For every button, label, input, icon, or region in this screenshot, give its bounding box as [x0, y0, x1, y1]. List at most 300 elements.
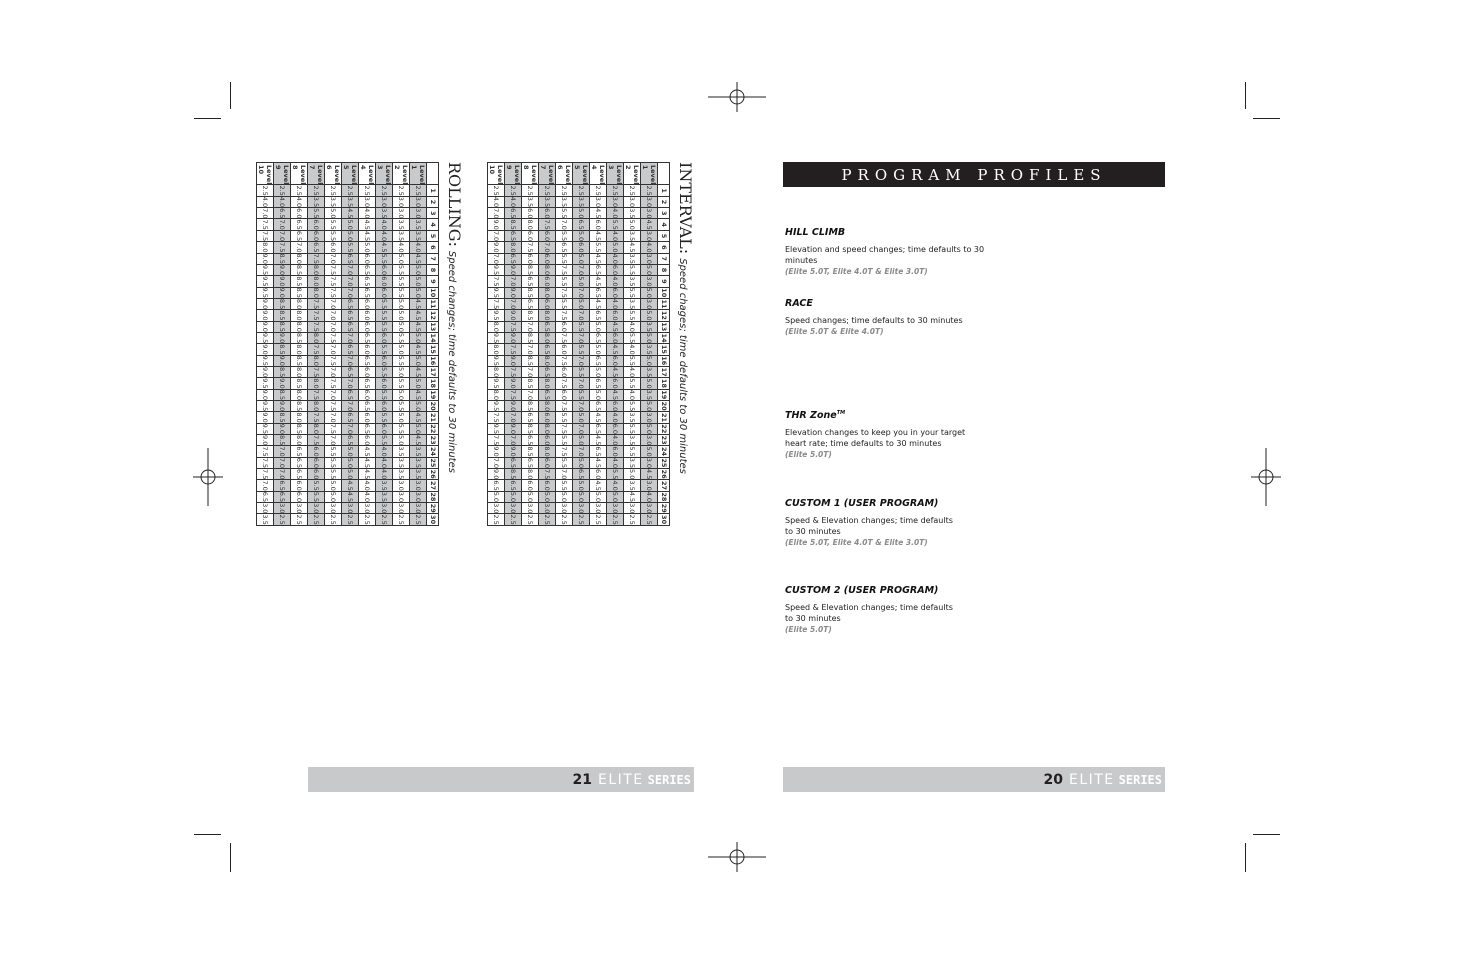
table-cell: 7.0: [325, 344, 342, 355]
table-cell: 8.0: [308, 264, 325, 275]
table-row: [376, 163, 393, 526]
table-cell: 4.5: [590, 276, 607, 287]
table-cell: 3.5: [342, 196, 359, 207]
table-cell: 7.0: [325, 298, 342, 309]
table-cell: 3.5: [641, 366, 658, 377]
table-cell: 4.0: [505, 196, 522, 207]
table-cell: 5.0: [573, 457, 590, 468]
table-cell: 7.0: [573, 310, 590, 321]
table-cell: 6.5: [342, 435, 359, 446]
table-cell: 7.0: [539, 242, 556, 253]
table-cell: 6.5: [291, 219, 308, 230]
table-cell: 2.5: [325, 514, 342, 525]
table-cell: 3.5: [522, 196, 539, 207]
table-cell: 6.0: [607, 310, 624, 321]
table-cell: 2.5: [359, 514, 376, 525]
table-cell: 4.5: [607, 344, 624, 355]
table-cell: 4.0: [359, 491, 376, 502]
table-cell: 7.5: [556, 310, 573, 321]
table-cell: 7.0: [522, 389, 539, 400]
table-cell: 3.0: [393, 491, 410, 502]
table-cell: 7.5: [308, 344, 325, 355]
table-cell: 3.5: [325, 196, 342, 207]
table-cell: 6.0: [291, 208, 308, 219]
table-cell: 2.5: [488, 185, 505, 196]
table-cell: 7.5: [556, 400, 573, 411]
table-cell: 6.5: [291, 457, 308, 468]
page-title: PROGRAM PROFILES: [783, 162, 1165, 187]
table-cell: 4.0: [488, 196, 505, 207]
column-header: 14: [659, 333, 668, 343]
table-cell: 6.0: [308, 219, 325, 230]
table-cell: 8.0: [539, 287, 556, 298]
table-cell: 7.5: [257, 230, 274, 241]
interval-section: [488, 162, 697, 526]
table-cell: 7.0: [505, 298, 522, 309]
table-cell: 7.5: [257, 446, 274, 457]
program-description: Elevation changes to keep you in your target: [785, 428, 966, 438]
table-cell: 5.0: [573, 230, 590, 241]
table-cell: 7.5: [325, 332, 342, 343]
table-cell: 3.0: [641, 208, 658, 219]
table-cell: 7.5: [308, 435, 325, 446]
registration-mark-icon: [193, 448, 223, 506]
table-cell: 6.0: [522, 253, 539, 264]
row-level-label: Level 5: [573, 163, 590, 185]
table-cell: 6.0: [539, 208, 556, 219]
table-cell: 8.0: [291, 435, 308, 446]
table-cell: 4.0: [376, 469, 393, 480]
table-cell: 8.5: [274, 310, 291, 321]
table-cell: 6.0: [359, 412, 376, 423]
trademark: TM: [836, 410, 846, 416]
table-cell: 5.5: [393, 276, 410, 287]
table-cell: 5.5: [556, 298, 573, 309]
table-header-row: [658, 163, 670, 526]
table-cell: 2.5: [607, 514, 624, 525]
table-cell: 8.0: [291, 253, 308, 264]
column-header: 5: [427, 230, 439, 241]
table-cell: 7.0: [342, 423, 359, 434]
table-cell: 3.5: [410, 457, 427, 468]
page-number: 20: [1043, 771, 1063, 788]
table-cell: 6.5: [590, 355, 607, 366]
table-cell: 7.5: [556, 264, 573, 275]
program-description: Speed changes; time defaults to 30 minutes: [785, 316, 963, 325]
table-cell: 8.5: [291, 276, 308, 287]
table-cell: 5.0: [573, 480, 590, 491]
table-cell: 9.0: [505, 378, 522, 389]
row-level-label: Level 3: [607, 163, 624, 185]
table-cell: 3.5: [624, 435, 641, 446]
table-cell: 4.0: [359, 208, 376, 219]
table-cell: 7.5: [488, 435, 505, 446]
rolling-profile-table: [257, 162, 440, 526]
table-cell: 9.0: [488, 219, 505, 230]
table-cell: 6.0: [573, 242, 590, 253]
table-cell: 6.5: [359, 400, 376, 411]
table-cell: 4.5: [359, 446, 376, 457]
table-cell: 9.0: [505, 446, 522, 457]
table-cell: 5.0: [393, 321, 410, 332]
table-cell: 3.0: [607, 196, 624, 207]
table-cell: 9.5: [488, 423, 505, 434]
table-cell: 5.0: [410, 423, 427, 434]
table-cell: 5.5: [556, 230, 573, 241]
table-cell: 3.0: [376, 503, 393, 514]
table-cell: 6.0: [556, 344, 573, 355]
table-cell: 2.5: [505, 185, 522, 196]
column-header: 1: [658, 185, 670, 196]
table-cell: 6.0: [539, 480, 556, 491]
table-cell: 9.0: [274, 332, 291, 343]
table-cell: 5.5: [393, 355, 410, 366]
table-cell: 9.5: [257, 264, 274, 275]
table-cell: 3.0: [308, 503, 325, 514]
table-cell: 3.0: [488, 503, 505, 514]
table-row: [573, 163, 590, 526]
row-level-label: Level 6: [556, 163, 573, 185]
table-cell: 3.5: [624, 457, 641, 468]
table-cell: 4.5: [607, 389, 624, 400]
table-cell: 7.0: [522, 321, 539, 332]
table-cell: 8.0: [539, 310, 556, 321]
table-cell: 6.5: [590, 264, 607, 275]
table-row: [325, 163, 342, 526]
table-cell: 5.0: [410, 264, 427, 275]
table-cell: 4.5: [342, 491, 359, 502]
table-cell: 8.5: [274, 389, 291, 400]
table-cell: 6.0: [359, 435, 376, 446]
table-cell: 5.5: [556, 208, 573, 219]
column-header: 2: [427, 196, 439, 207]
table-cell: 9.0: [505, 310, 522, 321]
table-cell: 5.0: [325, 208, 342, 219]
table-cell: 5.0: [573, 435, 590, 446]
program-description: to 30 minutes: [785, 527, 841, 536]
table-cell: 6.0: [522, 230, 539, 241]
table-cell: 7.5: [488, 298, 505, 309]
column-header: 18: [428, 378, 437, 388]
table-cell: 8.0: [505, 242, 522, 253]
table-cell: 9.5: [257, 423, 274, 434]
table-cell: 5.5: [573, 366, 590, 377]
table-cell: 5.0: [641, 310, 658, 321]
table-cell: 7.0: [274, 469, 291, 480]
table-cell: 3.5: [410, 446, 427, 457]
table-row: [257, 163, 274, 526]
table-cell: 2.5: [342, 514, 359, 525]
table-cell: 9.5: [488, 264, 505, 275]
table-cell: 5.0: [325, 491, 342, 502]
row-level-label: Level 9: [274, 163, 291, 185]
table-cell: 3.0: [590, 196, 607, 207]
table-cell: 4.0: [641, 491, 658, 502]
table-cell: 3.0: [522, 503, 539, 514]
column-header: 11: [428, 299, 437, 309]
table-cell: 6.5: [505, 208, 522, 219]
table-cell: 5.5: [376, 310, 393, 321]
table-cell: 9.0: [505, 355, 522, 366]
table-cell: 3.5: [393, 457, 410, 468]
table-cell: 9.5: [488, 378, 505, 389]
table-cell: 5.5: [393, 287, 410, 298]
column-header: 16: [428, 356, 437, 366]
table-cell: 6.5: [342, 321, 359, 332]
table-cell: 7.0: [325, 321, 342, 332]
table-cell: 5.0: [393, 310, 410, 321]
table-cell: 7.5: [325, 355, 342, 366]
table-cell: 7.0: [488, 253, 505, 264]
table-cell: 8.5: [522, 332, 539, 343]
crop-mark: [1245, 82, 1246, 109]
table-cell: 7.5: [325, 378, 342, 389]
table-cell: 8.5: [291, 287, 308, 298]
table-cell: 5.0: [607, 242, 624, 253]
table-cell: 8.5: [522, 378, 539, 389]
table-cell: 3.0: [641, 435, 658, 446]
table-cell: 5.5: [393, 400, 410, 411]
table-row: [274, 163, 291, 526]
interval-subtitle: Speed chages; time defaults to 30 minutes: [677, 258, 688, 474]
table-cell: 4.0: [607, 457, 624, 468]
table-cell: 6.5: [342, 310, 359, 321]
table-cell: 3.5: [410, 469, 427, 480]
table-cell: 8.5: [274, 298, 291, 309]
rolling-heading: ROLLING:: [445, 162, 464, 247]
table-cell: 4.0: [291, 196, 308, 207]
table-cell: 9.0: [488, 446, 505, 457]
table-cell: 7.0: [274, 230, 291, 241]
table-cell: 6.5: [539, 389, 556, 400]
table-cell: 3.5: [624, 480, 641, 491]
row-level-label: Level 8: [522, 163, 539, 185]
table-cell: 7.0: [505, 412, 522, 423]
table-cell: 4.5: [624, 491, 641, 502]
program-description: Speed & Elevation changes; time defaults: [785, 516, 953, 525]
table-cell: 6.5: [359, 264, 376, 275]
table-cell: 5.0: [624, 219, 641, 230]
table-cell: 6.5: [539, 366, 556, 377]
table-cell: 5.0: [393, 366, 410, 377]
table-cell: 4.0: [257, 196, 274, 207]
table-cell: 9.5: [488, 310, 505, 321]
table-cell: 2.5: [590, 514, 607, 525]
table-cell: 7.0: [573, 264, 590, 275]
table-cell: 4.0: [359, 480, 376, 491]
table-cell: 9.0: [274, 264, 291, 275]
table-cell: 7.5: [556, 446, 573, 457]
table-cell: 4.0: [607, 276, 624, 287]
table-cell: 7.0: [342, 264, 359, 275]
table-cell: 8.0: [488, 389, 505, 400]
table-cell: 5.5: [376, 389, 393, 400]
table-cell: 5.5: [624, 310, 641, 321]
table-cell: 7.0: [573, 332, 590, 343]
table-cell: 8.0: [539, 446, 556, 457]
table-cell: 4.5: [410, 298, 427, 309]
table-cell: 7.0: [522, 366, 539, 377]
table-row: [342, 163, 359, 526]
table-cell: 4.0: [376, 219, 393, 230]
table-cell: 7.5: [325, 264, 342, 275]
table-cell: 9.0: [488, 242, 505, 253]
table-cell: 9.0: [274, 423, 291, 434]
table-cell: 5.5: [376, 344, 393, 355]
table-cell: 3.0: [556, 503, 573, 514]
table-cell: 9.5: [257, 400, 274, 411]
table-cell: 8.0: [257, 242, 274, 253]
table-cell: 3.0: [376, 196, 393, 207]
table-cell: 3.5: [393, 446, 410, 457]
table-cell: 7.0: [488, 230, 505, 241]
program-title: [785, 410, 995, 421]
table-cell: 2.5: [376, 185, 393, 196]
table-cell: 7.0: [325, 366, 342, 377]
table-cell: 2.5: [641, 514, 658, 525]
table-cell: 9.0: [274, 400, 291, 411]
table-cell: 8.0: [291, 389, 308, 400]
table-cell: 5.0: [641, 355, 658, 366]
table-cell: 5.0: [590, 366, 607, 377]
table-cell: 4.5: [376, 242, 393, 253]
table-cell: 7.0: [325, 389, 342, 400]
table-cell: 3.0: [641, 196, 658, 207]
table-cell: 7.5: [325, 276, 342, 287]
table-cell: 2.5: [410, 514, 427, 525]
crop-mark: [194, 118, 221, 119]
table-cell: 7.0: [505, 276, 522, 287]
table-cell: 8.0: [308, 287, 325, 298]
page-footer: [783, 767, 1165, 792]
table-cell: 3.0: [257, 503, 274, 514]
table-cell: 5.0: [410, 355, 427, 366]
table-cell: 5.5: [556, 253, 573, 264]
table-cell: 6.5: [342, 366, 359, 377]
table-cell: 7.5: [274, 242, 291, 253]
table-cell: 4.0: [376, 446, 393, 457]
column-header: 13: [659, 322, 668, 332]
table-cell: 6.5: [505, 253, 522, 264]
table-cell: 5.5: [308, 208, 325, 219]
table-cell: 8.0: [539, 355, 556, 366]
table-cell: 6.5: [556, 242, 573, 253]
column-header: 16: [659, 356, 668, 366]
table-cell: 7.0: [573, 287, 590, 298]
table-cell: 5.5: [342, 242, 359, 253]
table-row: [359, 163, 376, 526]
table-cell: 5.5: [624, 378, 641, 389]
row-level-label: Level 2: [393, 163, 410, 185]
table-cell: 7.0: [325, 435, 342, 446]
table-cell: 8.0: [308, 378, 325, 389]
table-cell: 5.0: [573, 412, 590, 423]
table-cell: 2.5: [291, 514, 308, 525]
table-cell: 3.5: [393, 469, 410, 480]
column-header: 27: [428, 481, 437, 491]
table-cell: 7.5: [308, 253, 325, 264]
table-cell: 5.0: [573, 253, 590, 264]
table-cell: 6.0: [607, 423, 624, 434]
row-level-label: Level 10: [488, 163, 505, 185]
column-header: 9: [658, 276, 670, 287]
table-cell: 6.5: [342, 253, 359, 264]
table-cell: 2.5: [274, 514, 291, 525]
table-cell: 3.0: [393, 480, 410, 491]
table-cell: 2.5: [522, 514, 539, 525]
table-cell: 5.5: [624, 287, 641, 298]
table-cell: 9.5: [488, 355, 505, 366]
table-cell: 8.5: [522, 400, 539, 411]
table-cell: 3.5: [308, 196, 325, 207]
table-cell: 7.5: [556, 287, 573, 298]
row-level-label: Level 5: [342, 163, 359, 185]
table-cell: 7.5: [556, 378, 573, 389]
column-header: 29: [428, 503, 437, 513]
table-cell: 2.5: [410, 185, 427, 196]
table-cell: 6.0: [291, 480, 308, 491]
table-cell: 7.5: [257, 469, 274, 480]
table-cell: 6.5: [505, 457, 522, 468]
table-cell: 5.0: [641, 423, 658, 434]
table-cell: 8.0: [291, 321, 308, 332]
table-cell: 8.0: [539, 378, 556, 389]
table-cell: 9.0: [257, 310, 274, 321]
table-cell: 2.5: [624, 185, 641, 196]
table-cell: 4.5: [410, 435, 427, 446]
column-header: 1: [427, 185, 439, 196]
table-cell: 3.0: [393, 503, 410, 514]
table-cell: 7.0: [274, 219, 291, 230]
table-cell: 6.0: [359, 366, 376, 377]
table-cell: 2.5: [291, 185, 308, 196]
table-cell: 6.0: [556, 389, 573, 400]
column-header: 3: [658, 208, 670, 219]
table-cell: 6.5: [291, 230, 308, 241]
table-cell: 3.5: [624, 253, 641, 264]
table-cell: 8.0: [522, 469, 539, 480]
table-cell: 5.0: [342, 457, 359, 468]
table-cell: 7.0: [325, 310, 342, 321]
table-cell: 5.5: [393, 378, 410, 389]
table-cell: 8.5: [291, 378, 308, 389]
table-cell: 6.0: [522, 480, 539, 491]
table-cell: 3.5: [624, 230, 641, 241]
table-cell: 6.0: [556, 366, 573, 377]
table-cell: 7.0: [488, 208, 505, 219]
table-cell: 4.5: [641, 219, 658, 230]
table-cell: 7.0: [257, 480, 274, 491]
column-header: 7: [427, 253, 439, 264]
table-cell: 5.0: [573, 276, 590, 287]
table-cell: 2.5: [607, 185, 624, 196]
table-cell: 7.0: [291, 242, 308, 253]
table-cell: 4.5: [410, 366, 427, 377]
table-cell: 5.0: [607, 491, 624, 502]
column-header: 6: [427, 242, 439, 253]
table-cell: 9.0: [274, 378, 291, 389]
table-cell: 9.0: [274, 287, 291, 298]
table-cell: 7.0: [573, 400, 590, 411]
table-cell: 8.5: [522, 264, 539, 275]
column-header: 2: [658, 196, 670, 207]
table-cell: 8.5: [291, 332, 308, 343]
table-cell: 8.0: [522, 219, 539, 230]
table-cell: 6.5: [359, 355, 376, 366]
table-cell: 4.0: [624, 366, 641, 377]
table-cell: 7.5: [325, 423, 342, 434]
table-cell: 2.5: [376, 514, 393, 525]
